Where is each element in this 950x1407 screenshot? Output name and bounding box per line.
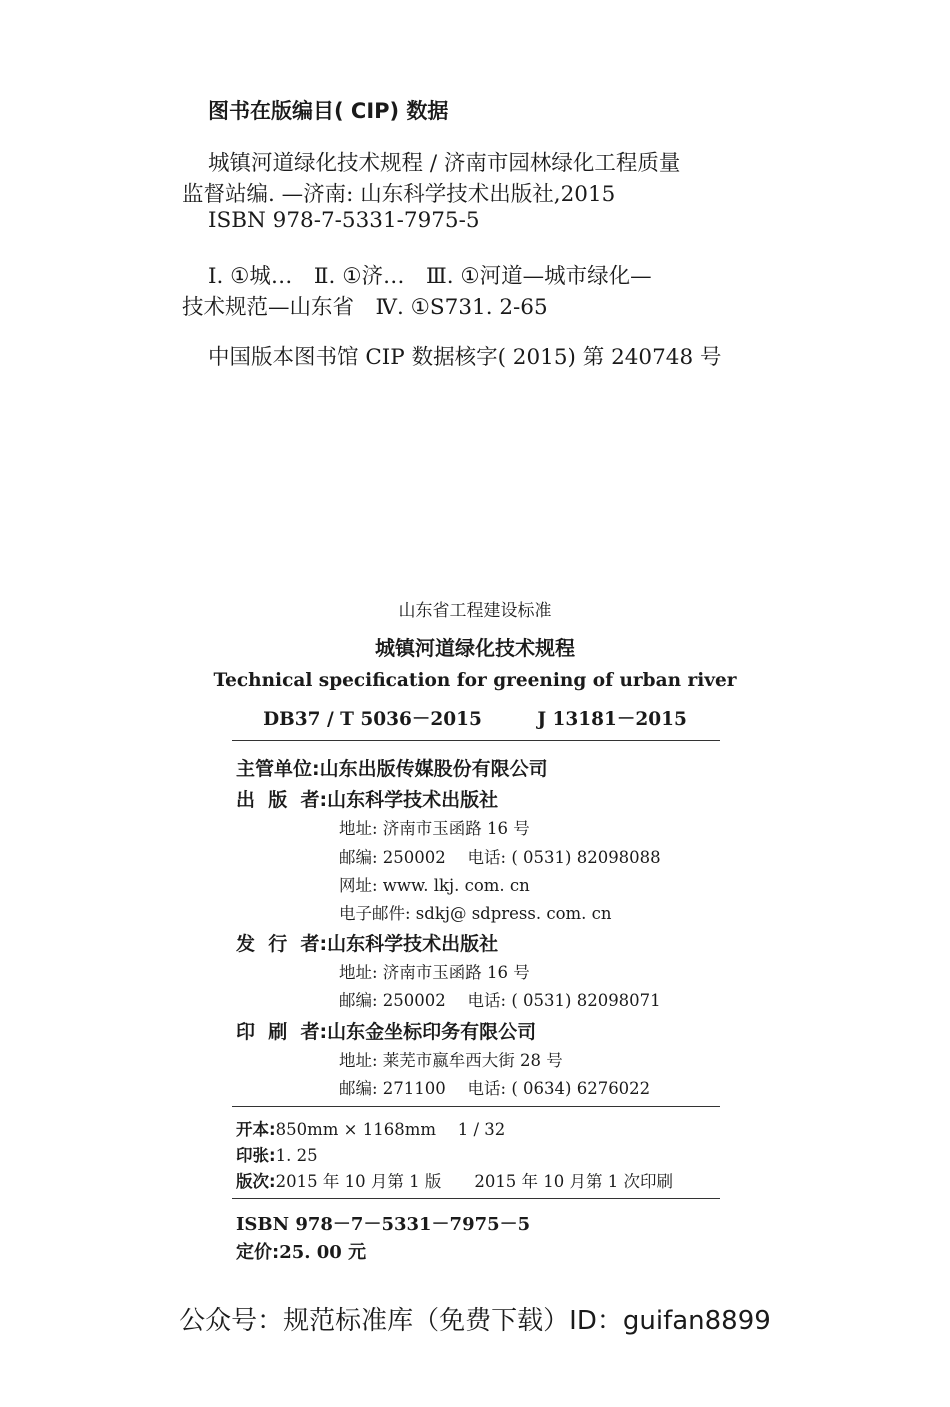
book-title-cn: 城镇河道绿化技术规程 — [375, 636, 575, 660]
edition-value: 2015 年 10 月第 1 版 2015 年 10 月第 1 次印刷 — [275, 1172, 674, 1191]
format-value: 850mm × 1168mm 1 / 32 — [275, 1120, 506, 1139]
distributor-postal-phone: 邮编: 250002 电话: ( 0531) 82098071 — [339, 991, 661, 1010]
publisher-address: 地址: 济南市玉函路 16 号 — [339, 819, 530, 838]
divider — [232, 740, 720, 741]
printer-value: 山东金坐标印务有限公司 — [327, 1021, 537, 1043]
divider — [232, 1106, 720, 1107]
sheets-row — [236, 1142, 318, 1166]
publisher-postal-phone: 邮编: 250002 电话: ( 0531) 82098088 — [339, 848, 661, 867]
price-label: 定价: — [236, 1242, 280, 1263]
printer-postal-phone: 邮编: 271100 电话: ( 0634) 6276022 — [339, 1079, 651, 1098]
cip-title-line-2: 监督站编. —济南: 山东科学技术出版社,2015 — [182, 182, 616, 207]
isbn-bottom: ISBN 978－7－5331－7975－5 — [236, 1214, 531, 1235]
sheets-label: 印张: — [236, 1146, 276, 1165]
cip-title-line-1: 城镇河道绿化技术规程 / 济南市园林绿化工程质量 — [208, 151, 681, 176]
supervisor-value: 山东出版传媒股份有限公司 — [319, 758, 548, 780]
distributor-label: 发 行 者: — [236, 933, 328, 955]
cip-isbn: ISBN 978-7-5331-7975-5 — [208, 208, 480, 233]
publisher-website: 网址: www. lkj. com. cn — [339, 876, 530, 895]
cip-record-number: 中国版本图书馆 CIP 数据核字( 2015) 第 240748 号 — [208, 345, 722, 370]
cip-subject-line-2: 技术规范—山东省 Ⅳ. ①S731. 2-65 — [182, 295, 548, 320]
divider — [232, 1198, 720, 1199]
publisher-value: 山东科学技术出版社 — [327, 789, 499, 811]
distributor-value: 山东科学技术出版社 — [327, 933, 499, 955]
cip-subject-line-1: Ⅰ. ①城… Ⅱ. ①济… Ⅲ. ①河道—城市绿化— — [208, 264, 652, 289]
printer-label: 印 刷 者: — [236, 1021, 328, 1043]
book-title-en: Technical specification for greening of urban river — [213, 670, 737, 691]
price-value: 25. 00 元 — [279, 1242, 367, 1263]
supervisor-row — [236, 754, 548, 781]
publisher-label: 出 版 者: — [236, 789, 328, 811]
distributor-address: 地址: 济南市玉函路 16 号 — [339, 963, 530, 982]
cip-heading: 图书在版编目( CIP) 数据 — [208, 99, 449, 123]
standard-codes: DB37 / T 5036－2015 J 13181－2015 — [263, 709, 687, 730]
publisher-email: 电子邮件: sdkj@ sdpress. com. cn — [339, 904, 612, 923]
edition-label: 版次: — [236, 1172, 276, 1191]
printer-row — [236, 1017, 536, 1044]
format-row — [236, 1116, 505, 1140]
footer-watermark: 公众号：规范标准库（免费下载）ID：guifan8899 — [179, 1306, 771, 1336]
sheets-value: 1. 25 — [275, 1146, 318, 1165]
format-label: 开本: — [236, 1120, 276, 1139]
distributor-row — [236, 929, 498, 956]
supervisor-label: 主管单位: — [236, 758, 320, 780]
publisher-row — [236, 785, 498, 812]
edition-row — [236, 1168, 673, 1192]
printer-address: 地址: 莱芜市嬴牟西大街 28 号 — [339, 1051, 563, 1070]
standard-series: 山东省工程建设标准 — [398, 601, 552, 621]
price-row — [236, 1238, 366, 1264]
